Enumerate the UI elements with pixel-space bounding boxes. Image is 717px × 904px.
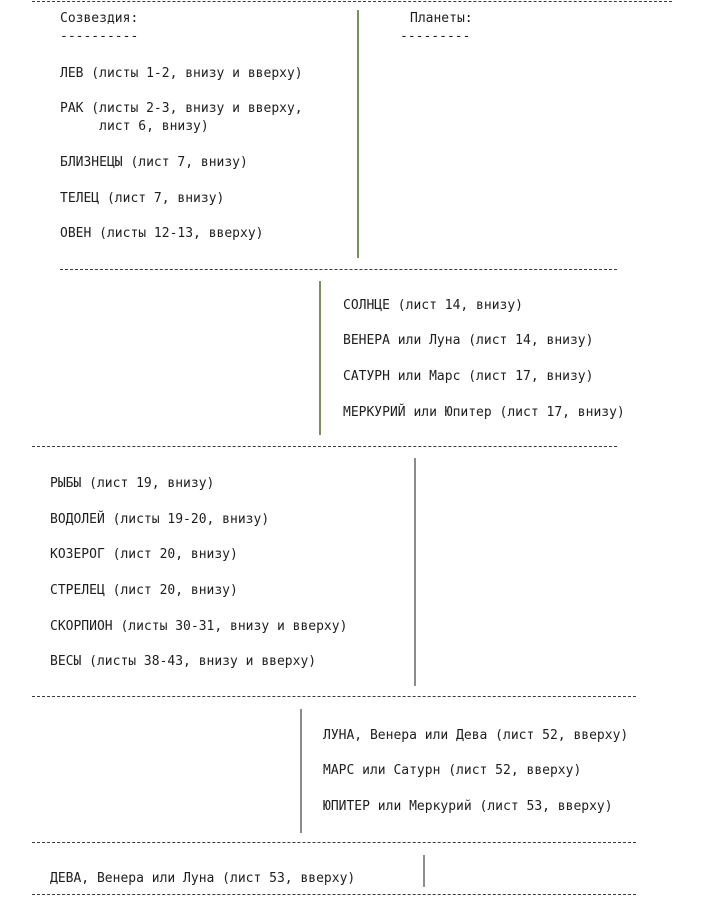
list-item: ДЕВА, Венера или Луна (лист 53, вверху)	[50, 871, 356, 886]
block4-column-divider	[300, 709, 302, 833]
list-item: ОВЕН (листы 12-13, вверху)	[60, 226, 264, 241]
list-item: СТРЕЛЕЦ (лист 20, внизу)	[50, 583, 238, 598]
list-item: ЛУНА, Венера или Дева (лист 52, вверху)	[323, 728, 629, 743]
constellations-heading: Созвездия:	[60, 11, 139, 26]
block2-divider	[32, 446, 617, 447]
planets-heading: Планеты:	[410, 11, 473, 26]
planets-heading-underline: ---------	[400, 29, 471, 44]
list-item: РЫБЫ (лист 19, внизу)	[50, 476, 215, 491]
list-item: ЮПИТЕР или Меркурий (лист 53, вверху)	[323, 799, 613, 814]
list-item: ЛЕВ (листы 1-2, внизу и вверху)	[60, 66, 303, 81]
top-divider	[32, 1, 672, 2]
block2-column-divider	[319, 281, 321, 435]
list-item: БЛИЗНЕЦЫ (лист 7, внизу)	[60, 155, 248, 170]
block3-column-divider	[414, 458, 416, 686]
list-item: МАРС или Сатурн (лист 52, вверху)	[323, 763, 582, 778]
list-item: ТЕЛЕЦ (лист 7, внизу)	[60, 191, 225, 206]
block4-divider	[32, 842, 636, 843]
list-item: РАК (листы 2-3, внизу и вверху,	[60, 101, 303, 116]
list-item: ВЕНЕРА или Луна (лист 14, внизу)	[343, 333, 594, 348]
list-item: лист 6, внизу)	[60, 119, 209, 134]
list-item: СОЛНЦЕ (лист 14, внизу)	[343, 298, 524, 313]
block1-divider	[60, 269, 617, 270]
list-item: МЕРКУРИЙ или Юпитер (лист 17, внизу)	[343, 405, 625, 420]
block1-column-divider	[357, 10, 359, 258]
bottom-divider	[32, 894, 636, 895]
constellations-heading-underline: ----------	[60, 29, 139, 44]
list-item: КОЗЕРОГ (лист 20, внизу)	[50, 547, 238, 562]
list-item: ВОДОЛЕЙ (листы 19-20, внизу)	[50, 512, 270, 527]
block3-divider	[32, 696, 636, 697]
list-item: САТУРН или Марс (лист 17, внизу)	[343, 369, 594, 384]
block5-column-divider	[423, 855, 425, 887]
list-item: ВЕСЫ (листы 38-43, внизу и вверху)	[50, 654, 317, 669]
list-item: СКОРПИОН (листы 30-31, внизу и вверху)	[50, 619, 348, 634]
